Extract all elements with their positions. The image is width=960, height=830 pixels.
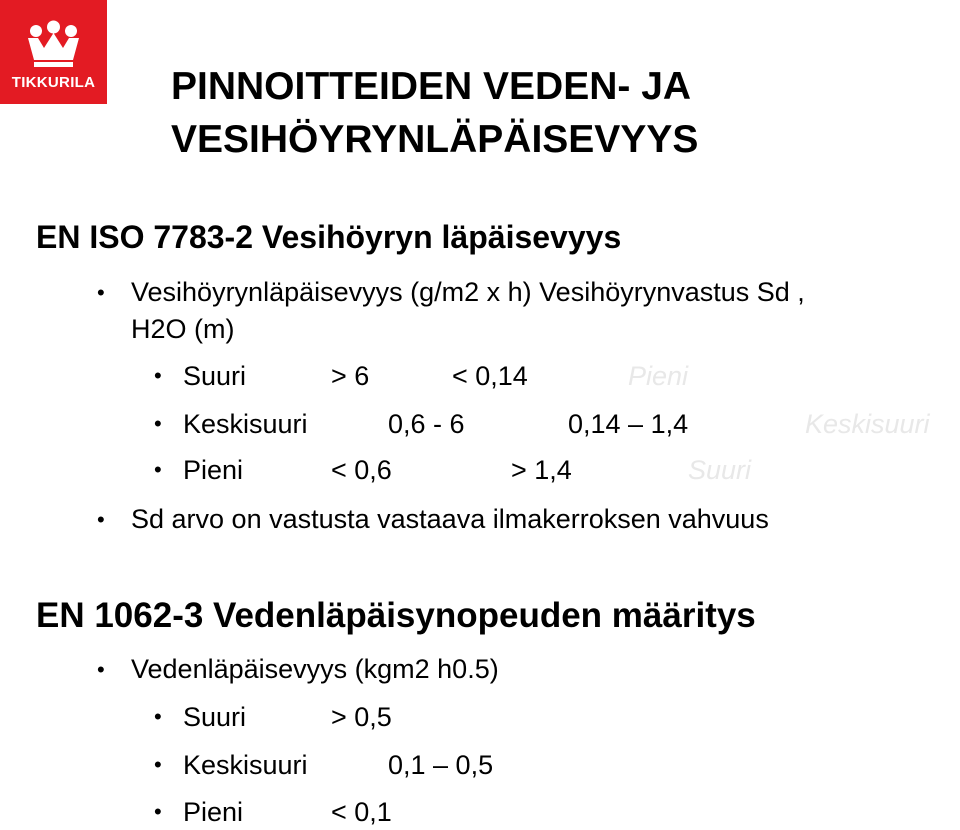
section2-row-label: Keskisuuri — [183, 750, 308, 780]
bullet-dot: • — [154, 799, 162, 824]
bullet-dot: • — [97, 657, 105, 682]
section1-row-label: Pieni — [183, 455, 244, 485]
section2-row-label: Suuri — [183, 702, 247, 732]
section1-row-faded-label: Keskisuuri — [805, 409, 930, 439]
section1-bullet1-line1: Vesihöyrynläpäisevyys (g/m2 x h) Vesihöyrynvastus Sd , — [131, 277, 805, 307]
bullet-dot: • — [154, 704, 162, 729]
bullet-dot: • — [154, 363, 162, 388]
section2-bullet1: Vedenläpäisevyys (kgm2 h0.5) — [131, 654, 499, 684]
title-line-1: PINNOITTEIDEN VEDEN- JA — [171, 65, 692, 108]
section1-bullet1-line2: H2O (m) — [131, 314, 235, 344]
bullet-dot: • — [97, 507, 105, 532]
section1-heading: EN ISO 7783-2 Vesihöyryn läpäisevyys — [36, 219, 622, 255]
bullet-dot: • — [97, 280, 105, 305]
bullet-dot: • — [154, 457, 162, 482]
section1-row-faded-label: Suuri — [688, 455, 752, 485]
bullet-dot: • — [154, 411, 162, 436]
section1-row-value1: > 6 — [331, 361, 370, 391]
section1-row-value1: 0,6 - 6 — [388, 409, 465, 439]
section1-row-value2: 0,14 – 1,4 — [568, 409, 689, 439]
section2-row-value: < 0,1 — [331, 797, 392, 827]
tikkurila-logo — [0, 0, 107, 104]
section1-bullet2: Sd arvo on vastusta vastaava ilmakerroksen vahvuus — [131, 504, 769, 534]
section1-row-label: Suuri — [183, 361, 247, 391]
section1-row-faded-label: Pieni — [628, 361, 689, 391]
logo-wordmark: TIKKURILA — [11, 74, 96, 91]
section1-row-label: Keskisuuri — [183, 409, 308, 439]
section2-row-label: Pieni — [183, 797, 244, 827]
section1-row-value1: < 0,6 — [331, 455, 392, 485]
page-title — [171, 60, 931, 166]
title-line-2: VESIHÖYRYNLÄPÄISEVYYS — [171, 118, 699, 161]
section2-row-value: > 0,5 — [331, 702, 392, 732]
section1-row-value2: < 0,14 — [452, 361, 528, 391]
bullet-dot: • — [154, 752, 162, 777]
section1-row-value2: > 1,4 — [511, 455, 572, 485]
section2-row-value: 0,1 – 0,5 — [388, 750, 494, 780]
section2-heading: EN 1062-3 Vedenläpäisynopeuden määritys — [36, 596, 756, 635]
